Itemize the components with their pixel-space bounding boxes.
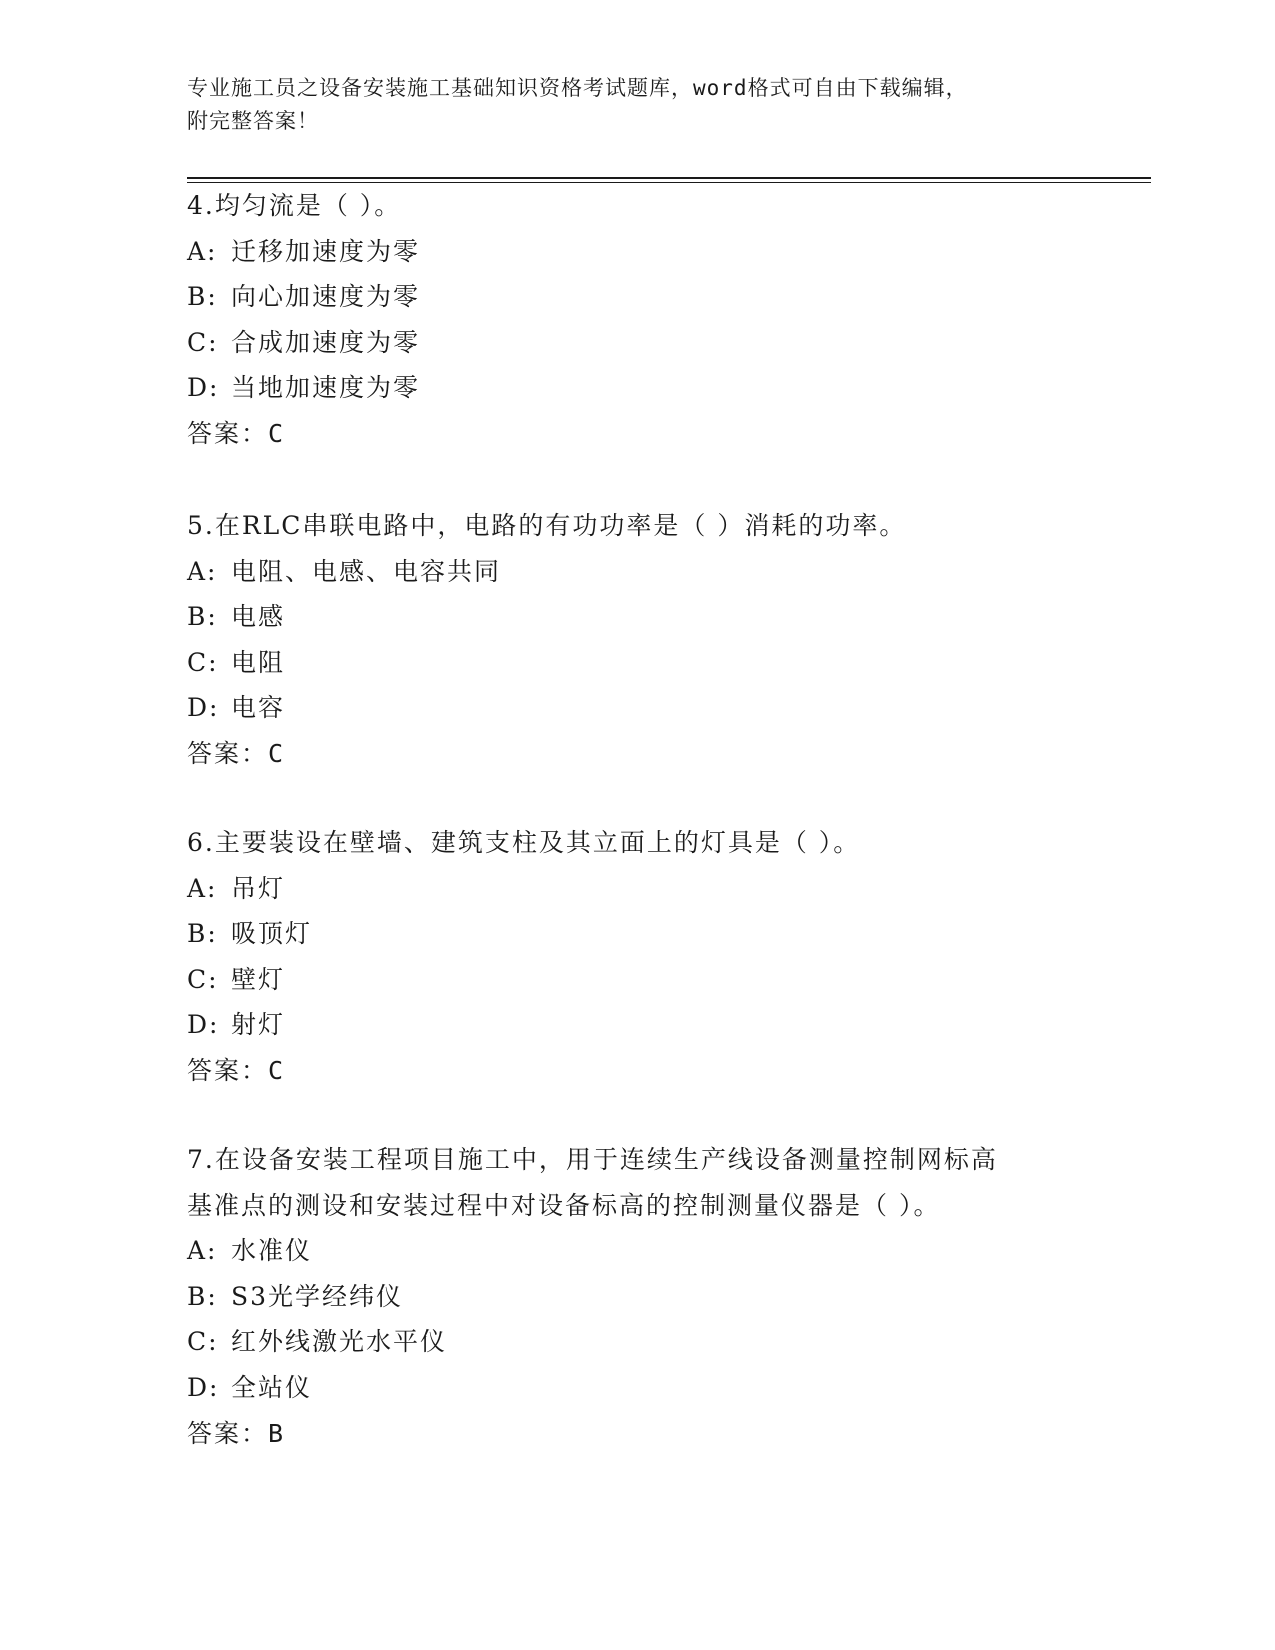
answer-label: 答案： (187, 1418, 269, 1448)
option-text: 吊灯 (231, 873, 286, 903)
option-a (187, 866, 1087, 912)
option-d (187, 685, 1087, 731)
option-letter: C: (187, 964, 219, 994)
option-letter: A: (187, 556, 218, 586)
question-stem-continued: 基准点的测设和安装过程中对设备标高的控制测量仪器是（ ）。 (187, 1190, 941, 1220)
option-text: 全站仪 (231, 1372, 313, 1402)
option-c (187, 957, 1087, 1003)
option-b (187, 594, 1087, 640)
option-letter: C: (187, 1327, 219, 1357)
question-stem: 5.在RLC串联电路中，电路的有功功率是（ ）消耗的功率。 (187, 511, 907, 540)
option-text: S3光学经纬仪 (231, 1281, 404, 1311)
answer-value: C (268, 1055, 286, 1085)
answer-line (187, 1411, 1087, 1457)
answer-label: 答案： (187, 738, 269, 768)
header-line-1: 专业施工员之设备安装施工基础知识资格考试题库，word格式可自由下载编辑， (187, 76, 968, 100)
answer-line (187, 1048, 1087, 1094)
option-text: 红外线激光水平仪 (231, 1327, 448, 1357)
option-text: 吸顶灯 (231, 919, 313, 949)
option-text: 射灯 (231, 1010, 286, 1040)
question-stem: 4.均匀流是（ ）。 (187, 191, 402, 220)
question-block (187, 183, 1087, 457)
option-letter: D: (187, 373, 220, 403)
option-letter: D: (187, 1010, 220, 1040)
option-c (187, 320, 1087, 366)
option-text: 水准仪 (231, 1236, 313, 1266)
option-a (187, 549, 1087, 595)
option-letter: A: (187, 236, 218, 266)
option-text: 合成加速度为零 (231, 327, 421, 357)
option-text: 电感 (231, 602, 286, 632)
question-block (187, 503, 1087, 777)
option-text: 向心加速度为零 (231, 282, 421, 312)
question-block (187, 1137, 1087, 1456)
answer-line (187, 411, 1087, 457)
answer-value: C (268, 738, 286, 768)
option-c (187, 640, 1087, 686)
header-divider-thick (187, 177, 1151, 179)
answer-value: C (268, 418, 286, 448)
option-d (187, 1002, 1087, 1048)
option-text: 电容 (231, 693, 286, 723)
option-letter: C: (187, 647, 219, 677)
option-letter: A: (187, 873, 218, 903)
option-b (187, 274, 1087, 320)
option-text: 电阻、电感、电容共同 (231, 556, 502, 586)
option-a (187, 229, 1087, 275)
answer-line (187, 731, 1087, 777)
option-text: 迁移加速度为零 (231, 236, 421, 266)
option-letter: B: (187, 1281, 218, 1311)
answer-label: 答案： (187, 418, 269, 448)
option-letter: B: (187, 919, 218, 949)
question-block (187, 820, 1087, 1094)
header-line-2: 附完整答案！ (187, 109, 319, 133)
option-letter: D: (187, 693, 220, 723)
option-letter: B: (187, 282, 218, 312)
answer-value: B (268, 1418, 286, 1448)
question-stem: 6.主要装设在壁墙、建筑支柱及其立面上的灯具是（ ）。 (187, 828, 861, 857)
document-header (187, 72, 1067, 138)
option-a (187, 1228, 1087, 1274)
option-d (187, 1365, 1087, 1411)
option-b (187, 911, 1087, 957)
option-letter: B: (187, 602, 218, 632)
option-text: 电阻 (231, 647, 286, 677)
answer-label: 答案： (187, 1055, 269, 1085)
option-b (187, 1274, 1087, 1320)
option-text: 当地加速度为零 (231, 373, 421, 403)
option-d (187, 365, 1087, 411)
option-letter: C: (187, 327, 219, 357)
option-letter: D: (187, 1372, 220, 1402)
option-text: 壁灯 (231, 964, 286, 994)
option-letter: A: (187, 1236, 218, 1266)
question-stem: 7.在设备安装工程项目施工中，用于连续生产线设备测量控制网标高 (187, 1145, 998, 1174)
option-c (187, 1319, 1087, 1365)
